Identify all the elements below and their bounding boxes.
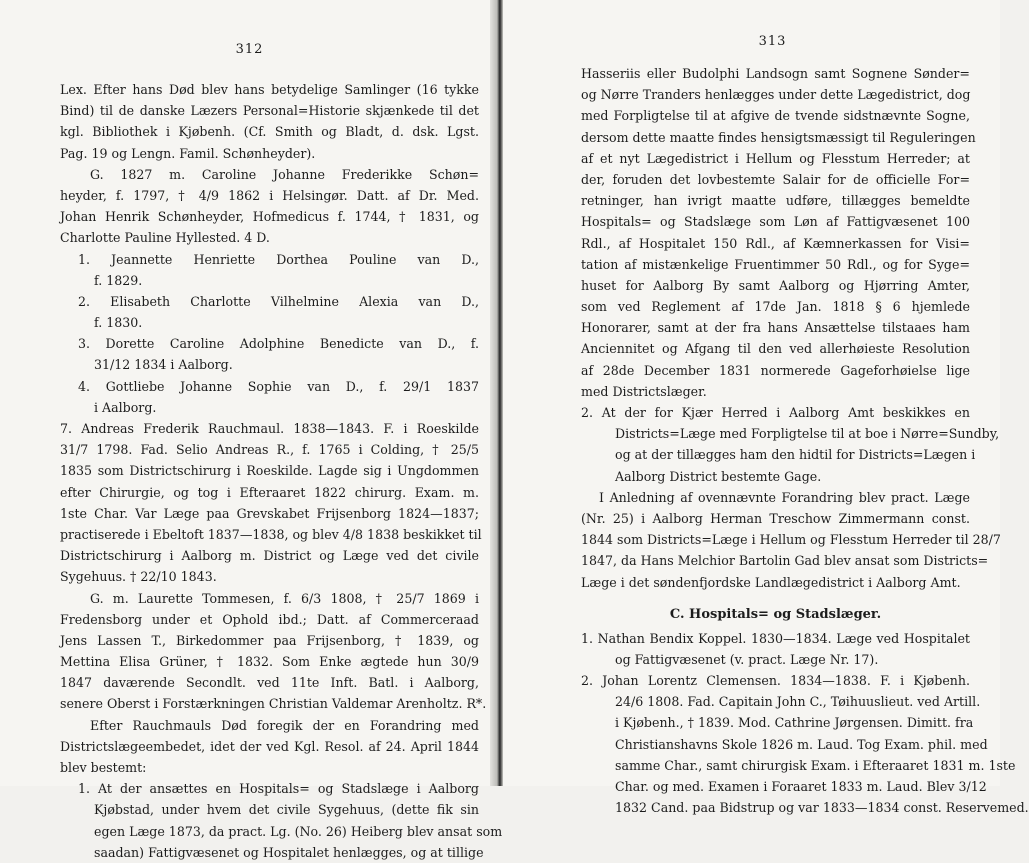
- right-page-line: huset for Aalborg By samt Aalborg og Hjørring Amter,: [581, 277, 970, 293]
- page-number-left: 312: [235, 42, 264, 57]
- right-page: [503, 0, 1029, 816]
- left-page-line: Efter Rauchmauls Død foregik der en Forandring med: [90, 717, 479, 733]
- right-page-line: Honorarer, samt at der fra hans Ansættelse tilstaaes ham: [581, 320, 970, 336]
- left-page-line: 3. Dorette Caroline Adolphine Benedicte van D., f.: [78, 336, 479, 352]
- right-page-line: 1. Nathan Bendix Koppel. 1830—1834. Læge ved Hospitalet: [581, 630, 970, 646]
- right-page-line: Christianshavns Skole 1826 m. Laud. Tog Exam. phil. med: [615, 736, 988, 752]
- left-page-line: 31/7 1798. Fad. Selio Andreas R., f. 1765 i Colding, † 25/5: [60, 442, 479, 458]
- right-page-line: af 28de December 1831 normerede Gageforhøielse lige: [581, 362, 970, 378]
- right-page-line: og Nørre Tranders henlægges under dette Lægedistrict, dog: [581, 87, 971, 103]
- left-page-line: Districtslægeembedet, idet der ved Kgl. Resol. af 24. April 1844: [60, 738, 479, 754]
- left-page-line: efter Chirurgie, og tog i Efteraaret 1822 chirurg. Exam. m.: [60, 484, 479, 500]
- right-page-line: Læge i det søndenfjordske Landlægedistrict i Aalborg Amt.: [581, 574, 961, 590]
- left-page-line: kgl. Bibliothek i Kjøbenh. (Cf. Smith og Bladt, d. dsk. Lgst.: [60, 124, 479, 140]
- left-page-line: saadan) Fattigvæsenet og Hospitalet henlægges, og at tillige: [94, 844, 484, 860]
- right-text-block-top: [581, 63, 1001, 593]
- left-page-line: Pag. 19 og Lengn. Famil. Schønheyder).: [60, 145, 316, 161]
- right-page-line: Districts=Læge med Forpligtelse til at boe i Nørre=Sundby,: [615, 426, 1000, 442]
- left-page-line: Lex. Efter hans Død blev hans betydelige Samlinger (16 tykke: [60, 82, 479, 97]
- left-page-line: 1835 som Districtschirurg i Roeskilde. Lagde sig i Ungdommen: [60, 463, 479, 479]
- left-page-line: 1847 daværende Secondlt. ved 11te Inft. Batl. i Aalborg,: [60, 675, 479, 691]
- left-page-line: Johan Henrik Schønheyder, Hofmedicus f. 1744, † 1831, og: [60, 209, 479, 225]
- right-page-line: der, foruden det lovbestemte Salair for de officielle For=: [581, 171, 970, 187]
- left-page-line: 31/12 1834 i Aalborg.: [94, 357, 233, 373]
- right-page-line: og at der tillægges ham den hidtil for Districts=Lægen i: [615, 447, 976, 463]
- right-page-line: Anciennitet og Afgang til den ved allerhøieste Resolution: [581, 341, 970, 357]
- left-text-block: [60, 79, 503, 863]
- left-page-line: f. 1829.: [94, 272, 143, 288]
- right-page-line: 1844 som Districts=Læge i Hellum og Flesstum Herreder til 28/7: [581, 532, 1001, 548]
- right-page-line: 2. At der for Kjær Herred i Aalborg Amt beskikkes en: [581, 405, 970, 420]
- left-page-line: Jens Lassen T., Birkedommer paa Frijsenborg, † 1839, og: [60, 632, 479, 648]
- right-page-line: samme Char., samt chirurgisk Exam. i Efteraaret 1831 m. 1ste: [615, 757, 1016, 773]
- left-page-line: Fredensborg under et Ophold ibd.; Datt. af Commerceraad: [60, 611, 479, 627]
- left-page-line: f. 1830.: [94, 315, 143, 331]
- left-page-line: Sygehuus. † 22/10 1843.: [60, 569, 217, 585]
- left-page-line: G. m. Laurette Tommesen, f. 6/3 1808, † 25/7 1869 i: [90, 590, 479, 606]
- right-page-line: Rdl., af Hospitalet 150 Rdl., af Kæmnerkassen for Visi=: [581, 235, 970, 251]
- section-heading: C. Hospitals= og Stadslæger.: [669, 606, 882, 622]
- right-page-line: retninger, han ivrigt maatte udføre, tillægges bemeldte: [581, 193, 970, 209]
- right-page-line: Char. og med. Examen i Foraaret 1833 m. Laud. Blev 3/12: [615, 779, 987, 794]
- right-page-line: Aalborg District bestemte Gage.: [615, 468, 822, 484]
- left-page-line: 1ste Char. Var Læge paa Grevskabet Frijsenborg 1824—1837;: [60, 505, 479, 521]
- right-page-line: 24/6 1808. Fad. Capitain John C., Tøihuuslieut. ved Artill.: [615, 694, 981, 710]
- right-page-line: Hospitals= og Stadslæge som Løn af Fattigvæsenet 100: [581, 214, 970, 230]
- left-page-line: senere Oberst i Forstærkningen Christian Valdemar Arenholtz. R*.: [60, 696, 487, 712]
- left-page-line: egen Læge 1873, da pract. Lg. (No. 26) Heiberg blev ansat som: [94, 823, 503, 839]
- left-page-line: practiserede i Ebeltoft 1837—1838, og blev 4/8 1838 beskikket til: [60, 526, 482, 542]
- left-page-line: 4. Gottliebe Johanne Sophie van D., f. 29/1 1837: [78, 378, 479, 394]
- right-page-line: i Kjøbenh., † 1839. Mod. Cathrine Jørgensen. Dimitt. fra: [615, 715, 974, 731]
- left-page-line: i Aalborg.: [94, 399, 157, 415]
- left-page-line: 2. Elisabeth Charlotte Vilhelmine Alexia van D.,: [78, 293, 479, 309]
- right-page-line: Hasseriis eller Budolphi Landsogn samt Sognene Sønder=: [581, 66, 970, 81]
- left-page-line: Kjøbstad, under hvem det civile Sygehuus, (dette fik sin: [94, 802, 479, 818]
- right-page-line: I Anledning af ovennævnte Forandring blev pract. Læge: [599, 489, 970, 505]
- right-page-line: med Districtslæger.: [581, 383, 707, 399]
- left-page-line: Bind) til de danske Læzers Personal=Historie skjænkede til det: [60, 103, 479, 119]
- right-page-line: 2. Johan Lorentz Clemensen. 1834—1838. F. i Kjøbenh.: [581, 673, 970, 689]
- left-page-line: 1. At der ansættes en Hospitals= og Stadslæge i Aalborg: [78, 781, 479, 797]
- right-page-line: dersom dette maatte findes hensigtsmæssigt til Reguleringen: [581, 129, 976, 145]
- right-page-line: (Nr. 25) i Aalborg Herman Treschow Zimmermann const.: [581, 510, 970, 526]
- page-number-right: 313: [758, 34, 787, 49]
- left-page: [0, 0, 503, 860]
- right-page-line: af et nyt Lægedistrict i Hellum og Flesstum Herreder; at: [581, 150, 970, 166]
- left-page-line: Charlotte Pauline Hyllested. 4 D.: [60, 230, 270, 246]
- left-page-line: blev bestemt:: [60, 760, 147, 775]
- right-page-line: tation af mistænkelige Fruentimmer 50 Rdl., og for Syge=: [581, 256, 970, 272]
- right-text-block-bottom: [581, 628, 1029, 819]
- left-page-line: Districtschirurg i Aalborg m. District og Læge ved det civile: [60, 548, 479, 564]
- left-page-line: 7. Andreas Frederik Rauchmaul. 1838—1843. F. i Roeskilde: [60, 421, 479, 436]
- left-page-line: 1. Jeannette Henriette Dorthea Pouline van D.,: [78, 251, 479, 267]
- left-page-line: heyder, f. 1797, † 4/9 1862 i Helsingør. Datt. af Dr. Med.: [60, 187, 479, 203]
- right-page-line: 1847, da Hans Melchior Bartolin Gad blev ansat som Districts=: [581, 553, 989, 569]
- right-page-line: som ved Reglement af 17de Jan. 1818 § 6 hjemlede: [581, 299, 970, 315]
- left-page-line: G. 1827 m. Caroline Johanne Frederikke Schøn=: [90, 166, 479, 182]
- right-page-line: 1832 Cand. paa Bidstrup og var 1833—1834 const. Reservemed.: [615, 800, 1029, 816]
- right-page-line: med Forpligtelse til at afgive de tvende sidstnævnte Sogne,: [581, 108, 970, 124]
- right-page-line: og Fattigvæsenet (v. pract. Læge Nr. 17).: [615, 651, 879, 667]
- left-page-line: Mettina Elisa Grüner, † 1832. Som Enke ægtede hun 30/9: [60, 654, 479, 670]
